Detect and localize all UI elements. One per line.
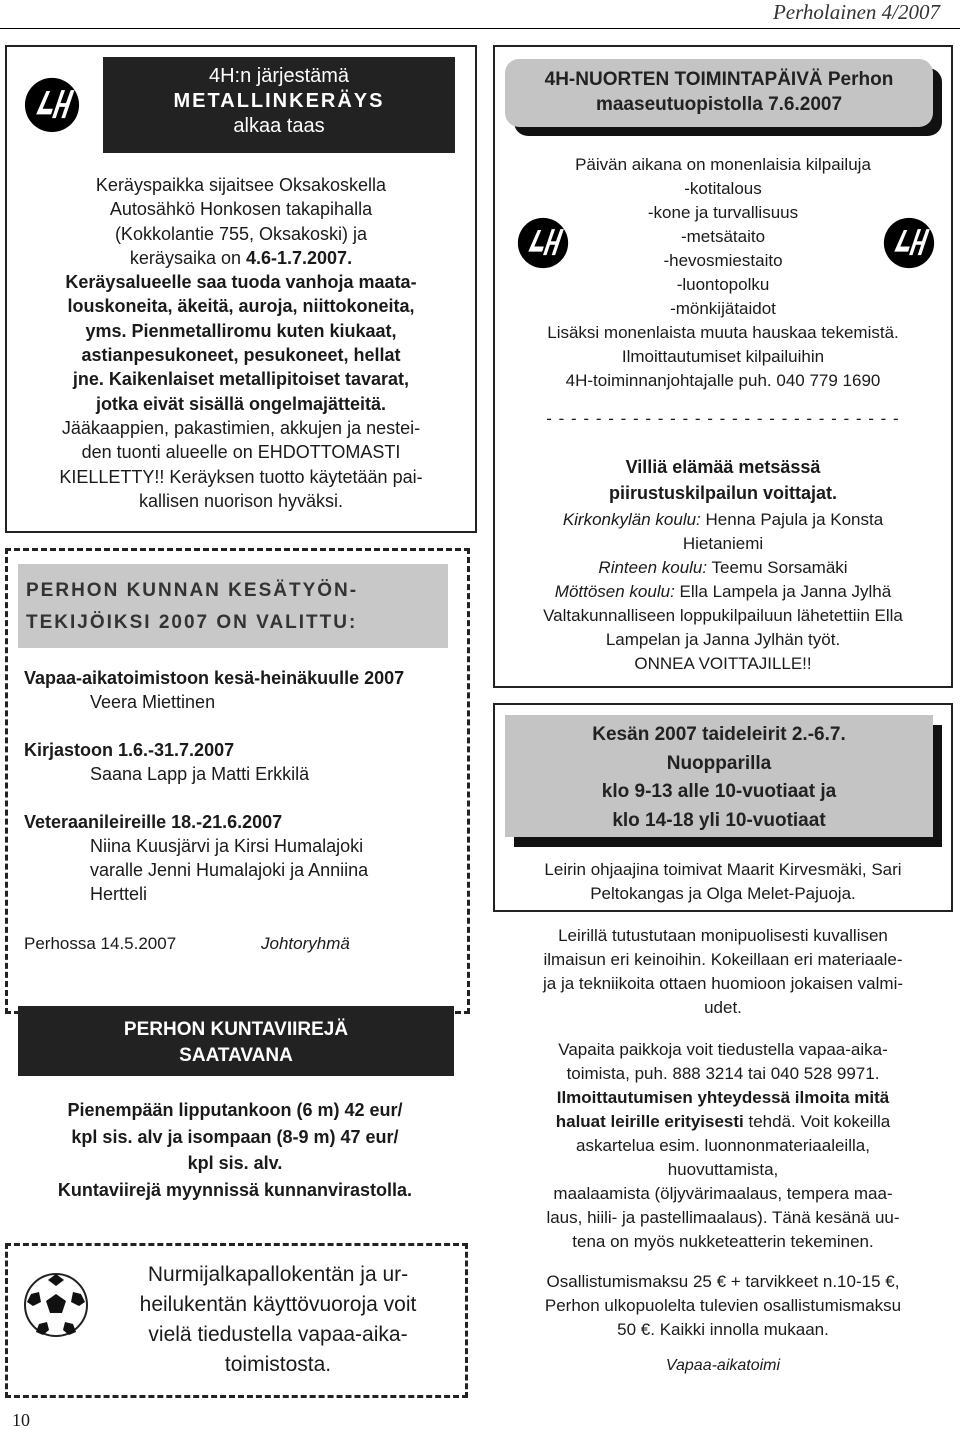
metal-title-line2: METALLINKERÄYS xyxy=(173,90,385,112)
art-registration xyxy=(493,1038,953,1254)
summer-section-heading: Vapaa-aikatoimistoon kesä-heinäkuulle 2007 xyxy=(24,668,405,688)
art-registration-bold2: haluat leirille erityisesti xyxy=(555,1112,744,1131)
winner-names: Hietaniemi xyxy=(682,534,764,553)
art-signature: Vapaa-aikatoimi xyxy=(665,1357,781,1374)
winner-final-line: Lampelan ja Janna Jylhän työt. xyxy=(605,630,841,649)
art-camp-box xyxy=(493,703,953,912)
football-line: heilukentän käyttövuoroja voit xyxy=(139,1293,417,1316)
summer-signature: Johtoryhmä xyxy=(261,934,350,953)
contest-title-line1: Villiä elämää metsässä xyxy=(625,457,821,477)
summer-title-line2: TEKIJÖIKSI 2007 ON VALITTU: xyxy=(26,612,358,633)
art-instructors-line: Peltokangas ja Olga Melet-Pajuoja. xyxy=(590,884,856,903)
summer-section-names: varalle Jenni Humalajoki ja Anniina xyxy=(90,860,369,880)
art-instructors xyxy=(495,858,951,906)
flags-body xyxy=(5,1097,465,1203)
summer-section-names: Niina Kuusjärvi ja Kirsi Humalajoki xyxy=(90,836,364,856)
winner-line xyxy=(495,532,951,556)
metal-line: kallisen nuorison hyväksi. xyxy=(138,490,344,511)
winner-names: Henna Pajula ja Konsta xyxy=(700,510,884,529)
activity-day-box xyxy=(493,45,953,688)
flags-line: Pienempään lipputankoon (6 m) 42 eur/ xyxy=(67,1100,403,1120)
activity-line: -metsätaito xyxy=(680,227,766,246)
art-title-line: Kesän 2007 taideleirit 2.-6.7. xyxy=(592,724,846,745)
metal-dates: 4.6-1.7.2007. xyxy=(245,247,353,268)
summer-spacer xyxy=(24,906,454,930)
flags-title-banner xyxy=(18,1006,454,1076)
art-registration-line: askartelua esim. luonnonmateriaaleilla, xyxy=(576,1136,870,1155)
football-line: vielä tiedustella vapaa-aika- xyxy=(148,1323,408,1346)
metal-line-text: keräysaika on xyxy=(129,247,246,268)
football-box xyxy=(5,1243,468,1398)
winner-school: Möttösen koulu: xyxy=(554,582,675,601)
winner-line xyxy=(495,508,951,532)
header-rule xyxy=(0,28,960,29)
art-description-line: udet. xyxy=(704,998,742,1017)
summer-section-heading: Veteraanileireille 18.-21.6.2007 xyxy=(24,812,283,832)
activity-line: -luontopolku xyxy=(676,275,770,294)
art-registration-bold: Ilmoittautumisen yhteydessä ilmoita mitä xyxy=(556,1088,890,1107)
art-registration-mixed xyxy=(493,1110,953,1134)
art-title-line: klo 9-13 alle 10-vuotiaat ja xyxy=(601,781,837,802)
flags-line: kpl sis. alv. xyxy=(187,1153,283,1173)
activity-line: -kone ja turvallisuus xyxy=(647,203,799,222)
metal-line: KIELLETTY!! Keräyksen tuotto käytetään pai- xyxy=(59,466,423,487)
winner-final-line: ONNEA VOITTAJILLE!! xyxy=(634,654,812,673)
activity-line: Ilmoittautumiset kilpailuihin xyxy=(621,347,825,366)
summer-section-heading: Kirjastoon 1.6.-31.7.2007 xyxy=(24,740,235,760)
art-description-line: Leirillä tutustutaan monipuolisesti kuvallisen xyxy=(558,926,888,945)
art-registration-line: maalaamista (öljyvärimaalaus, tempera maa- xyxy=(553,1184,893,1203)
art-registration-line: laus, hiili- ja pastellimaalaus). Tänä kesänä uu- xyxy=(546,1208,900,1227)
metal-line-with-date xyxy=(7,246,475,270)
football-line: Nurmijalkapallokentän ja ur- xyxy=(147,1263,409,1286)
summer-place-date: Perhossa 14.5.2007 xyxy=(24,934,177,953)
summer-title-banner xyxy=(18,564,448,648)
metal-title-line3: alkaa taas xyxy=(233,115,325,137)
summer-section-names: Veera Miettinen xyxy=(90,692,216,712)
metal-line: Jääkaappien, pakastimien, akkujen ja nestei- xyxy=(61,417,421,438)
art-title-line: klo 14-18 yli 10-vuotiaat xyxy=(612,809,826,831)
summer-spacer xyxy=(24,786,454,810)
metal-line: (Kokkolantie 755, Oksakoski) ja xyxy=(114,223,368,244)
flags-line: kpl sis. alv ja isompaan (8-9 m) 47 eur/ xyxy=(71,1126,399,1147)
summer-workers-box xyxy=(5,548,470,1014)
summer-section-names: Hertteli xyxy=(90,884,148,904)
activity-list xyxy=(495,153,951,393)
art-registration-line: toimista, puh. 888 3214 tai 040 528 9971. xyxy=(566,1064,880,1083)
art-fee-line: Osallistumismaksu 25 € + tarvikkeet n.10-15 €, xyxy=(546,1272,900,1291)
football-icon xyxy=(23,1272,89,1338)
winner-line xyxy=(495,556,951,580)
activity-title-line1: 4H-NUORTEN TOIMINTAPÄIVÄ Perhon xyxy=(544,69,894,90)
metal-line: astianpesukoneet, pesukoneet, hellat xyxy=(81,345,401,366)
page-number: 10 xyxy=(12,1410,30,1430)
activity-line: -mönkijätaidot xyxy=(670,299,776,318)
summer-spacer xyxy=(24,714,454,738)
flags-line: Kuntaviirejä myynnissä kunnanvirastolla. xyxy=(57,1179,413,1200)
winner-final-line: Valtakunnalliseen loppukilpailuun lähetettiin Ella xyxy=(543,606,903,625)
metal-title-line1: 4H:n järjestämä xyxy=(208,65,350,87)
activity-line: Päivän aikana on monenlaisia kilpailuja xyxy=(575,155,871,174)
art-registration-after: tehdä. Voit kokeilla xyxy=(743,1112,891,1131)
art-registration-line: Vapaita paikkoja voit tiedustella vapaa-aika- xyxy=(558,1040,888,1059)
metal-line: Keräyspaikka sijaitsee Oksakoskella xyxy=(95,175,387,195)
activity-line: Lisäksi monenlaista muuta hauskaa tekemistä. xyxy=(547,323,899,342)
art-instructors-line: Leirin ohjaajina toimivat Maarit Kirvesmäki, Sari xyxy=(544,860,902,879)
art-fee-line: 50 €. Kaikki innolla mukaan. xyxy=(617,1320,829,1339)
publication-header: Perholainen 4/2007 xyxy=(772,0,940,24)
art-title-banner xyxy=(505,715,933,837)
football-line: toimistosta. xyxy=(224,1353,332,1376)
winner-names: Ella Lampela ja Janna Jylhä xyxy=(674,582,892,601)
activity-line: -kotitalous xyxy=(684,179,762,198)
activity-line: -hevosmiestaito xyxy=(663,251,783,270)
art-description-line: ja ja tekniikoita ottaen huomioon jokaisen valmi- xyxy=(542,974,904,993)
art-fee-line: Perhon ulkopuolelta tulevien osallistumismaksu xyxy=(544,1296,902,1315)
metal-title-banner xyxy=(103,57,455,153)
summer-title-line1: PERHON KUNNAN KESÄTYÖN- xyxy=(26,580,359,601)
activity-title-banner xyxy=(505,59,933,127)
art-description xyxy=(493,924,953,1020)
activity-separator: - - - - - - - - - - - - - - - - - - - - - - - - - - - - - xyxy=(546,409,900,428)
football-text xyxy=(98,1260,458,1380)
art-title-line: Nuopparilla xyxy=(666,752,772,774)
metal-line: Autosähkö Honkosen takapihalla xyxy=(109,199,373,220)
art-description-line: ilmaisun eri keinoihin. Kokeillaan eri materiaale- xyxy=(543,950,903,969)
flags-title-line1: PERHON KUNTAVIIREJÄ xyxy=(123,1019,349,1040)
winner-school: Kirkonkylän koulu: xyxy=(562,510,701,529)
metal-line: jne. Kaikenlaiset metallipitoiset tavarat, xyxy=(72,369,410,390)
metal-line: Keräysalueelle saa tuoda vanhoja maata- xyxy=(65,272,417,293)
flags-title-line2: SAATAVANA xyxy=(179,1045,293,1066)
winner-names: Teemu Sorsamäki xyxy=(707,558,848,577)
contest-title-line2: piirustuskilpailun voittajat. xyxy=(608,483,838,503)
metal-line: den tuonti alueelle on EHDOTTOMASTI xyxy=(81,442,401,463)
metal-line: louskoneita, äkeitä, auroja, niittokoneita, xyxy=(67,296,415,317)
activity-title-line2: maaseutuopistolla 7.6.2007 xyxy=(595,94,843,115)
metal-line: jotka eivät sisällä ongelmajätteitä. xyxy=(95,393,387,414)
metal-body xyxy=(7,173,475,513)
art-fee xyxy=(493,1270,953,1342)
metal-line: yms. Pienmetalliromu kuten kiukaat, xyxy=(85,320,397,341)
summer-section-names: Saana Lapp ja Matti Erkkilä xyxy=(90,764,310,784)
winner-school: Rinteen koulu: xyxy=(598,558,708,577)
contest-winners xyxy=(495,508,951,676)
art-registration-line: tena on myös nukketeatterin tekeminen. xyxy=(572,1232,874,1251)
art-registration-line: huovuttamista, xyxy=(667,1160,779,1179)
activity-line: 4H-toiminnanjohtajalle puh. 040 779 1690 xyxy=(565,371,881,390)
winner-line xyxy=(495,580,951,604)
4h-logo-icon xyxy=(24,77,80,133)
metal-collection-box xyxy=(5,45,477,533)
summer-sections xyxy=(24,666,454,930)
